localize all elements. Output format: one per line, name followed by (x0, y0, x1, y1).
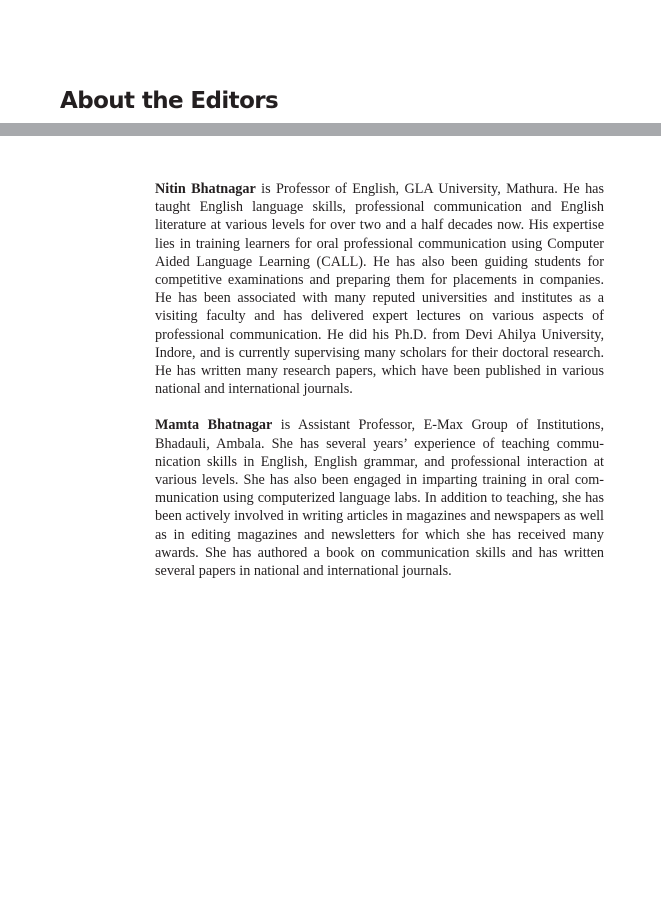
editor-bio-paragraph (155, 416, 604, 580)
editors-section (155, 180, 604, 598)
page-title: About the Editors (60, 88, 279, 114)
heading-rule (0, 123, 661, 136)
editor-bio-text: is Professor of English, GLA University, Mathura. He has taught English language skills, professional communication and English literature at various levels for over two and a half decades now. His expertise lies in training learners for oral professional communication using Computer Aided Language Learning (CALL). He has also been guiding students for competitive examinations and preparing them for placements in companies. He has been associated with many reputed universities and institutes as a visiting faculty and has delivered expert lectures on various aspects of professional communication. He did his Ph.D. from Devi Ahilya University, Indore, and is currently supervising many scholars for their doctoral research. He has written many research papers, which have been published in various national and international journals. (155, 181, 604, 398)
editor-bio-paragraph (155, 180, 604, 398)
editor-bio-text: is Assistant Professor, E-Max Group of Institutions, Bhadauli, Ambala. She has several years’ experience of teaching communication skills in English, English grammar, and professional interaction at various levels. She has also been engaged in imparting training in oral communication using computerized language labs. In addition to teaching, she has been actively involved in writing articles in magazines and newspapers as well as in editing magazines and newsletters for which she has received many awards. She has authored a book on communication skills and has written several papers in national and international journals. (155, 417, 605, 580)
editor-name: Nitin Bhatnagar (155, 181, 256, 197)
editor-name: Mamta Bhatnagar (155, 417, 273, 434)
